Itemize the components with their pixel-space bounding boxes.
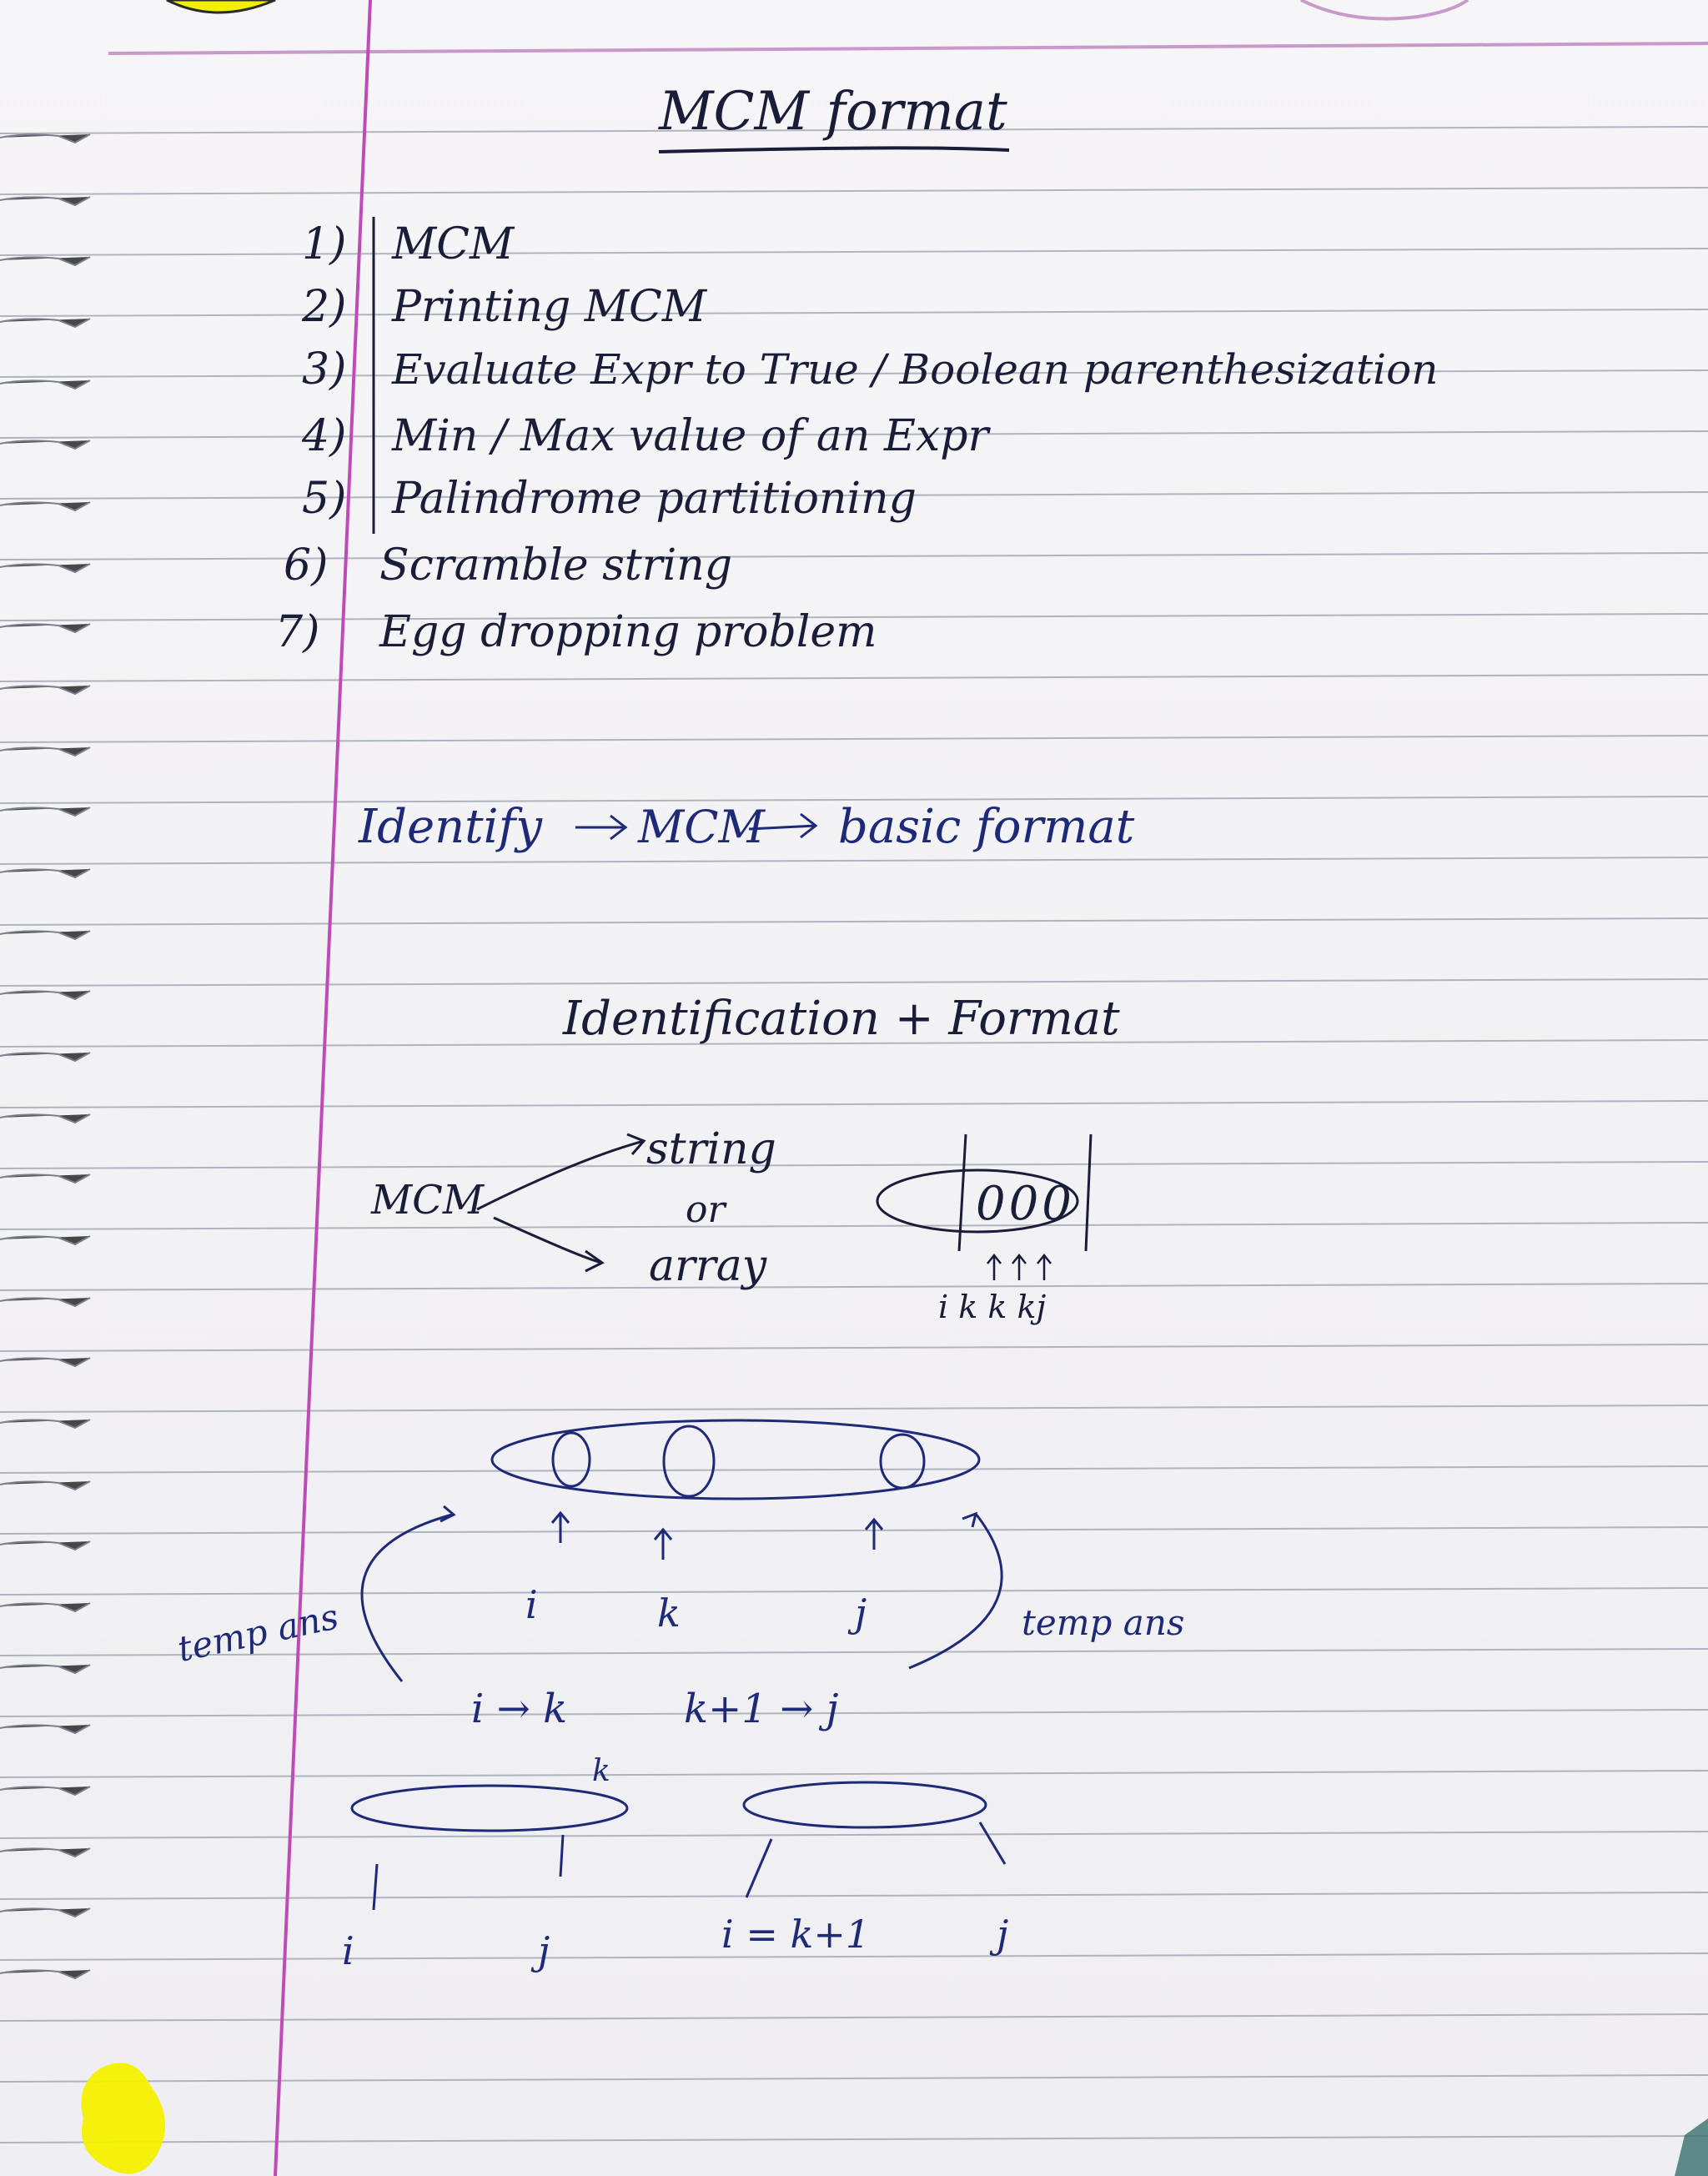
- left-i: i: [342, 1928, 354, 1973]
- pointer-i: i: [525, 1582, 538, 1627]
- range-left: i → k: [471, 1686, 568, 1732]
- array-cells: 000: [976, 1177, 1075, 1231]
- identify-basic-format: basic format: [838, 800, 1135, 854]
- list-item-text: Palindrome partitioning: [392, 474, 917, 524]
- list-item-number: 3): [302, 344, 347, 394]
- temp-ans-left: temp ans: [173, 1596, 343, 1670]
- section-heading: Identification + Format: [563, 992, 1120, 1046]
- branch-string: string: [646, 1124, 776, 1174]
- pointer-j: j: [855, 1591, 867, 1636]
- left-j: j: [538, 1928, 550, 1973]
- list-item-text: Evaluate Expr to True / Boolean parenthesization: [392, 345, 1439, 394]
- list-item-text: Scramble string: [379, 540, 732, 590]
- label-k-top: k: [592, 1754, 610, 1788]
- page-title: MCM format: [659, 81, 1007, 143]
- right-j: j: [997, 1912, 1009, 1957]
- range-right: k+1 → j: [684, 1686, 839, 1732]
- list-item-text: MCM: [392, 219, 515, 269]
- list-item-number: 4): [302, 411, 347, 461]
- list-item-text: Min / Max value of an Expr: [392, 411, 989, 461]
- identify-mcm: MCM: [638, 801, 765, 853]
- diagram-mcm-label: MCM: [371, 1177, 485, 1224]
- branch-array: array: [649, 1241, 767, 1291]
- list-item-number: 7): [275, 607, 320, 657]
- right-i: i = k+1: [721, 1912, 871, 1957]
- pointer-labels: i k k kj: [938, 1289, 1047, 1325]
- list-item-number: 5): [302, 474, 347, 524]
- identify-word: Identify: [359, 800, 542, 854]
- pointer-k: k: [657, 1591, 681, 1636]
- list-item-text: Printing MCM: [392, 282, 707, 332]
- list-item-number: 2): [302, 282, 347, 332]
- branch-or: or: [686, 1189, 726, 1231]
- list-item-number: 1): [302, 219, 347, 269]
- list-item-number: 6): [284, 540, 329, 590]
- list-item-text: Egg dropping problem: [379, 607, 877, 657]
- highlighter-mark-bottom: [82, 2063, 166, 2173]
- temp-ans-right: temp ans: [1022, 1602, 1185, 1643]
- highlighter-mark-top: [167, 0, 275, 13]
